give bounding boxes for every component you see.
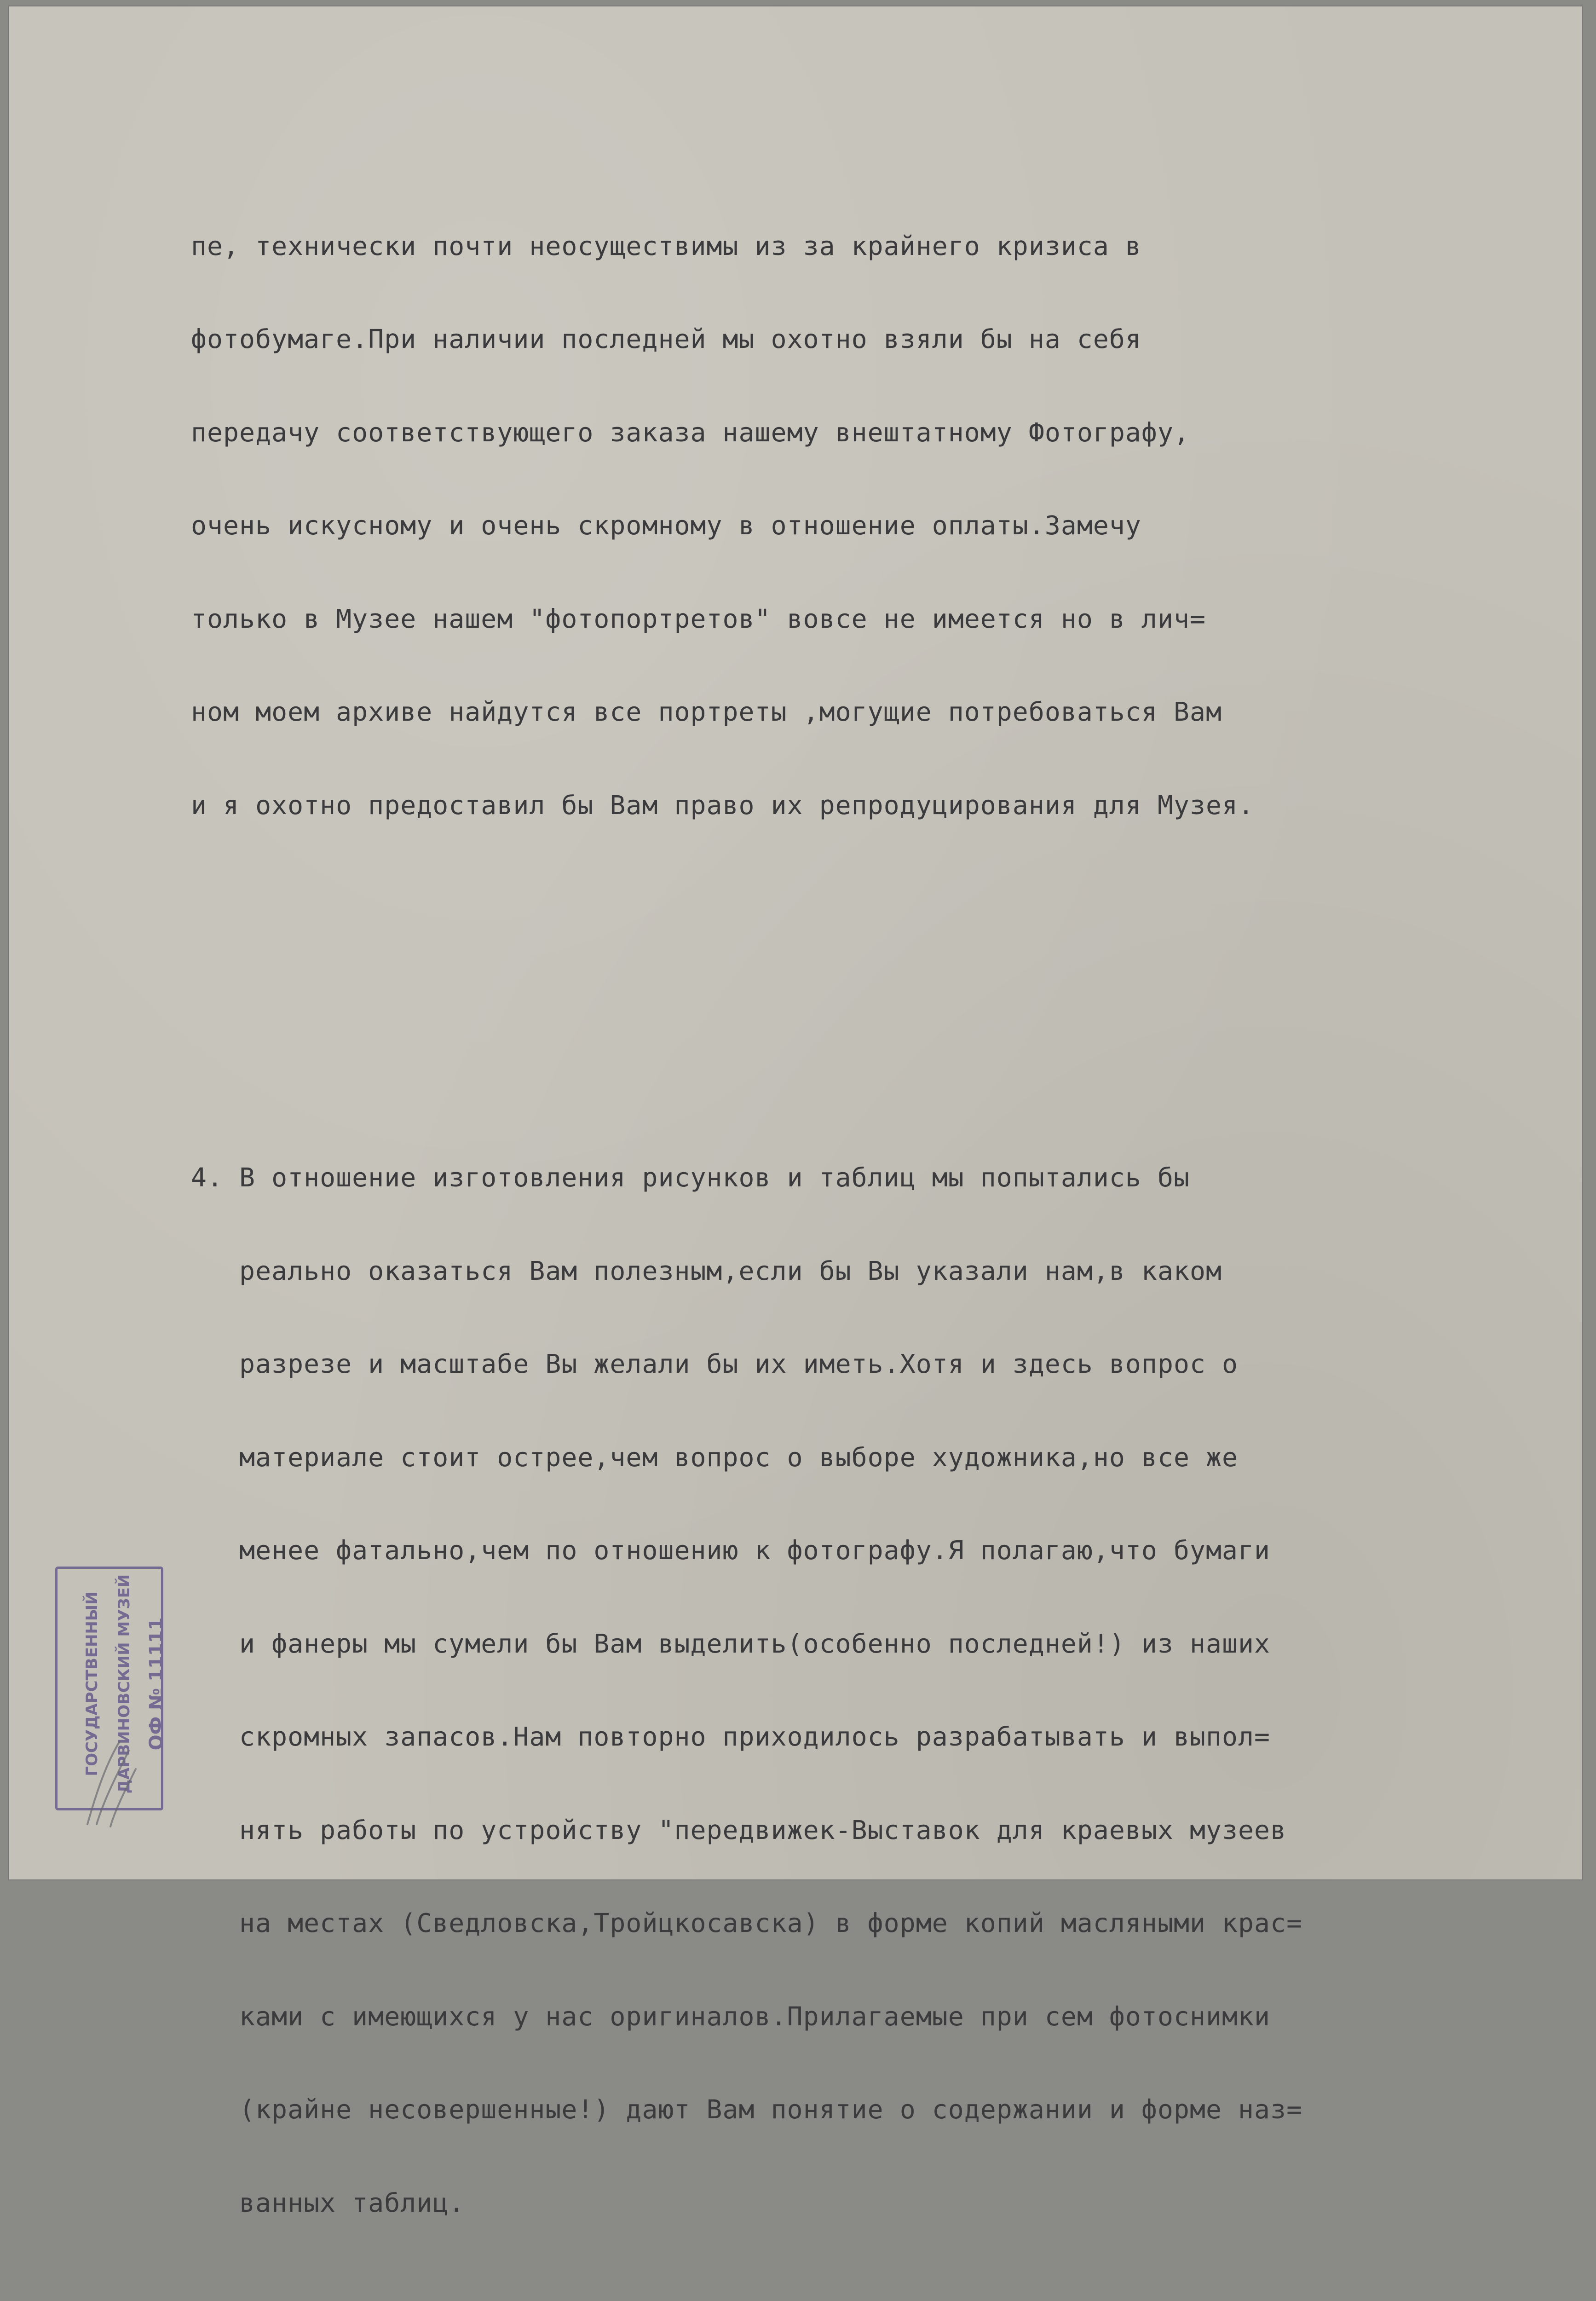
text-line: (крайне несовершенные!) дают Вам понятие о содержании и форме наз= [191, 2095, 1303, 2125]
text-line: только в Музее нашем "фотопортретов" вовсе не имеется но в лич= [191, 604, 1206, 634]
stamp-text-line: ДАРВИНОВСКИЙ МУЗЕЙ [115, 1574, 133, 1794]
text-line: на местах (Сведловска,Тройцкосавска) в форме копий масляными крас= [191, 1908, 1303, 1938]
text-line: менее фатально,чем по отношению к фотографу.Я полагаю,что бумаги [191, 1536, 1271, 1566]
text-line: пе, технически почти неосуществимы из за крайнего кризиса в [191, 231, 1141, 261]
text-line: ванных таблиц. [191, 2188, 465, 2218]
text-line: разрезе и масштабе Вы желали бы их иметь.Хотя и здесь вопрос о [191, 1349, 1239, 1379]
text-line: нять работы по устройству "передвижек-Выставок для краевых музеев [191, 1815, 1287, 1845]
text-line: материале стоит острее,чем вопрос о выборе художника,но все же [191, 1442, 1239, 1473]
text-line: передачу соответствующего заказа нашему внештатному Фотографу, [191, 417, 1190, 448]
stamp-text-line: ГОСУДАРСТВЕННЫЙ [83, 1591, 101, 1776]
document-page [9, 6, 1582, 2218]
stamp-number: ОФ № 11111 [146, 1617, 167, 1751]
text-line: и фанеры мы сумели бы Вам выделить(особенно последней!) из наших [191, 1629, 1271, 1659]
handwritten-mark [78, 1737, 143, 1829]
paragraph-gap [191, 977, 1567, 1007]
typed-letter-body [191, 75, 1567, 2301]
paragraph-intro [191, 169, 1567, 884]
text-line: очень искусному и очень скромному в отношение оплаты.Замечу [191, 511, 1141, 541]
text-line: ками с имеющихся у нас оригиналов.Прилагаемые при сем фотоснимки [191, 2001, 1271, 2032]
text-line: скромных запасов.Нам повторно приходилось разрабатывать и выпол= [191, 1722, 1271, 1752]
text-line: реально оказаться Вам полезным,если бы Вы указали нам,в каком [191, 1256, 1222, 1286]
text-line: фотобумаге.При наличии последней мы охотно взяли бы на себя [191, 324, 1141, 354]
text-line: 4. В отношение изготовления рисунков и таблиц мы попытались бы [191, 1163, 1190, 1193]
text-line: и я охотно предоставил бы Вам право их репродуцирования для Музея. [191, 790, 1255, 821]
paragraph-point-4 [191, 1100, 1567, 2281]
text-line: ном моем архиве найдутся все портреты ,могущие потребоваться Вам [191, 697, 1222, 727]
